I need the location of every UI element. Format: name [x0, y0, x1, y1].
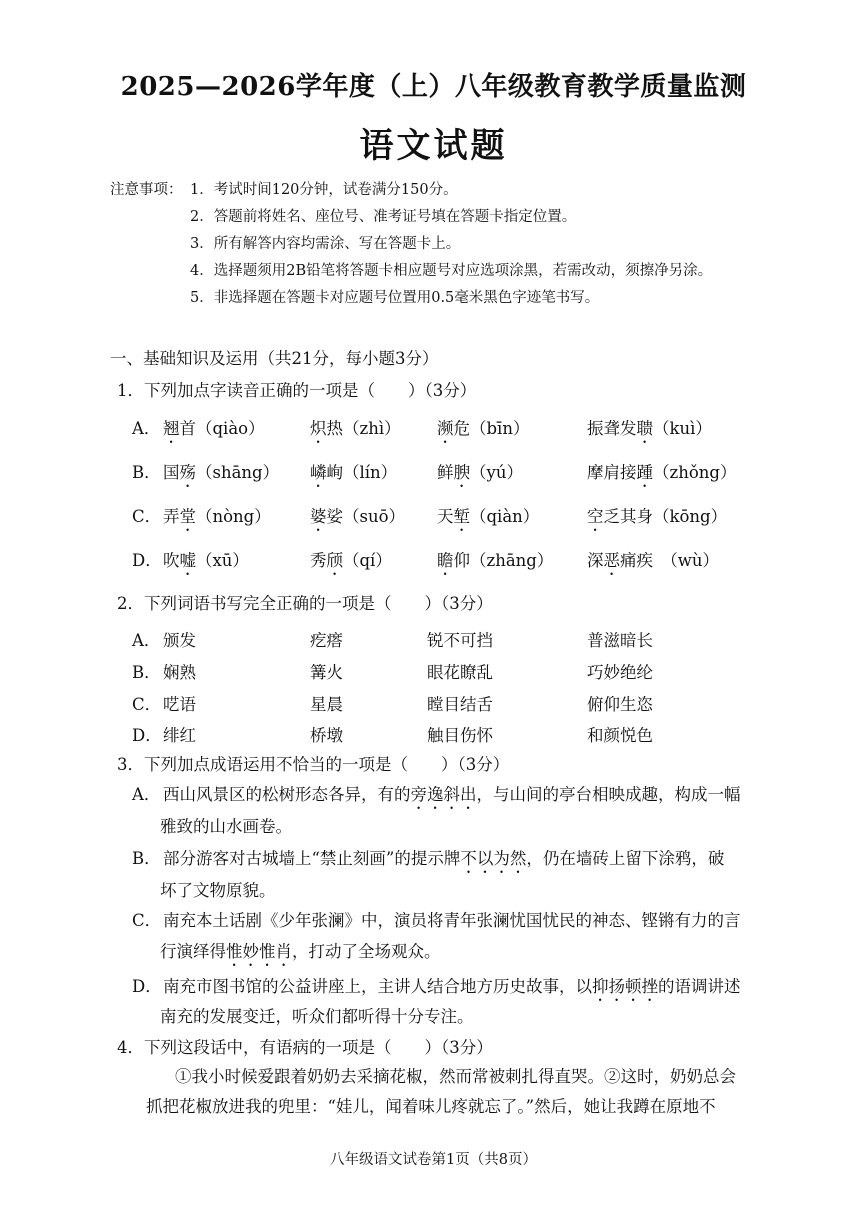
option-item: 秀颀（qí）	[310, 551, 392, 570]
dotted-char: 嘘	[179, 551, 196, 570]
option-word: 眼花瞭乱	[427, 663, 493, 682]
question-stem: 4．下列这段话中，有语病的一项是（ ）（3分）	[117, 1038, 493, 1057]
option-text-continued: 南充的发展变迁，听众们都听得十分专注。	[160, 1007, 474, 1026]
option-word: 瞠目结舌	[427, 695, 493, 714]
dotted-idiom: 旁逸斜出	[410, 785, 477, 804]
option-letter: D．	[132, 977, 162, 996]
option-text-continued: 坏了文物原貌。	[160, 881, 276, 900]
dotted-char: 空	[587, 507, 604, 526]
option-text: 部分游客对古城墙上“禁止刻画”的提示牌不以为然，仍在墙砖上留下涂鸦，破	[163, 849, 725, 868]
option-letter: B．	[132, 663, 161, 682]
option-word: 绯红	[163, 726, 196, 745]
option-letter: A．	[132, 785, 161, 804]
option-letter: D．	[132, 551, 162, 570]
option-item: 濒危（bīn）	[437, 419, 530, 438]
option-text: 西山风景区的松树形态各异，有的旁逸斜出，与山间的亭台相映成趣，构成一幅	[163, 785, 741, 804]
option-letter: C．	[132, 507, 162, 526]
option-letter: A．	[132, 631, 161, 650]
option-word: 普滋暗长	[587, 631, 653, 650]
dotted-char: 踵	[636, 463, 653, 482]
option-item: 瞻仰（zhāng）	[437, 551, 554, 570]
question-stem: 1．下列加点字读音正确的一项是（ ）（3分）	[117, 381, 477, 400]
dotted-char: 堑	[453, 507, 470, 526]
option-item: 鲜腴（yú）	[437, 463, 523, 482]
option-word: 锐不可挡	[427, 631, 493, 650]
dotted-idiom: 不以为然	[460, 849, 527, 868]
dotted-char: 聩	[636, 419, 653, 438]
option-item: 吹嘘（xū）	[163, 551, 249, 570]
option-word: 呓语	[163, 695, 196, 714]
option-item: 深恶痛疾 （wù）	[587, 551, 719, 570]
option-letter: B．	[132, 463, 161, 482]
option-item: 天堑（qiàn）	[437, 507, 540, 526]
dotted-char: 瞻	[437, 551, 454, 570]
option-item: 嶙峋（lín）	[310, 463, 398, 482]
section-heading: 一、基础知识及运用（共21分，每小题3分）	[110, 349, 439, 368]
exam-header-title: 2025—2026学年度（上）八年级教育教学质量监测	[120, 72, 747, 102]
option-letter: C．	[132, 911, 162, 930]
question-stem: 3．下列加点成语运用不恰当的一项是（ ）（3分）	[117, 755, 510, 774]
notes-label: 注意事项：	[110, 182, 183, 198]
dotted-char: 殇	[179, 463, 196, 482]
option-item: 翘首（qiào）	[163, 419, 265, 438]
exam-subject-title: 语文试题	[359, 126, 508, 166]
dotted-char: 腴	[453, 463, 470, 482]
dotted-char: 婆	[310, 507, 327, 526]
dotted-char: 翘	[163, 419, 180, 438]
option-word: 星晨	[310, 695, 343, 714]
dotted-char: 恶	[603, 551, 620, 570]
option-item: 摩肩接踵（zhǒng）	[587, 463, 737, 482]
option-text: 南充市图书馆的公益讲座上，主讲人结合地方历史故事，以抑扬顿挫的语调讲述	[163, 977, 741, 996]
page-footer: 八年级语文试卷第1页（共8页）	[330, 1152, 537, 1168]
option-word: 颁发	[163, 631, 196, 650]
option-word: 俯仰生恣	[587, 695, 653, 714]
option-word: 触目伤怀	[427, 726, 493, 745]
option-letter: A．	[132, 419, 161, 438]
option-letter: C．	[132, 695, 162, 714]
option-text-continued: 行演绎得惟妙惟肖，打动了全场观众。	[160, 942, 441, 961]
option-letter: B．	[132, 849, 161, 868]
dotted-char: 颀	[326, 551, 343, 570]
option-word: 娴熟	[163, 663, 196, 682]
note-item: 3．所有解答内容均需涂、写在答题卡上。	[190, 236, 461, 252]
dotted-char: 炽	[310, 419, 327, 438]
option-word: 桥墩	[310, 726, 343, 745]
option-word: 和颜悦色	[587, 726, 653, 745]
dotted-char: 濒	[437, 419, 454, 438]
option-item: 弄堂（nòng）	[163, 507, 271, 526]
note-item: 5．非选择题在答题卡对应题号位置用0.5毫米黑色字迹笔书写。	[190, 290, 600, 306]
option-word: 巧妙绝纶	[587, 663, 653, 682]
option-letter: D．	[132, 726, 162, 745]
passage-line: 抓把花椒放进我的兜里：“娃儿，闻着味儿疼就忘了。”然后，她让我蹲在原地不	[146, 1097, 716, 1116]
option-item: 炽热（zhì）	[310, 419, 401, 438]
note-item: 4．选择题须用2B铅笔将答题卡相应题号对应选项涂黑，若需改动，须擦净另涂。	[190, 263, 713, 279]
dotted-char: 嶙	[310, 463, 327, 482]
option-text: 南充本土话剧《少年张澜》中，演员将青年张澜忧国忧民的神态、铿锵有力的言	[163, 911, 741, 930]
note-item: 1．考试时间120分钟，试卷满分150分。	[190, 182, 458, 198]
question-stem: 2．下列词语书写完全正确的一项是（ ）（3分）	[117, 594, 493, 613]
note-item: 2．答题前将姓名、座位号、准考证号填在答题卡指定位置。	[190, 209, 577, 225]
dotted-idiom: 抑扬顿挫	[592, 977, 658, 996]
option-item: 空乏其身（kōng）	[587, 507, 728, 526]
option-text-continued: 雅致的山水画卷。	[160, 817, 292, 836]
dotted-idiom: 惟妙惟肖	[226, 942, 292, 961]
passage-line: ①我小时候爱跟着奶奶去采摘花椒，然而常被刺扎得直哭。②这时，奶奶总会	[175, 1067, 736, 1086]
option-word: 篝火	[310, 663, 343, 682]
dotted-char: 堂	[179, 507, 196, 526]
option-item: 国殇（shāng）	[163, 463, 280, 482]
option-item: 婆娑（suō）	[310, 507, 406, 526]
option-word: 疙瘩	[310, 631, 343, 650]
option-item: 振聋发聩（kuì）	[587, 419, 712, 438]
